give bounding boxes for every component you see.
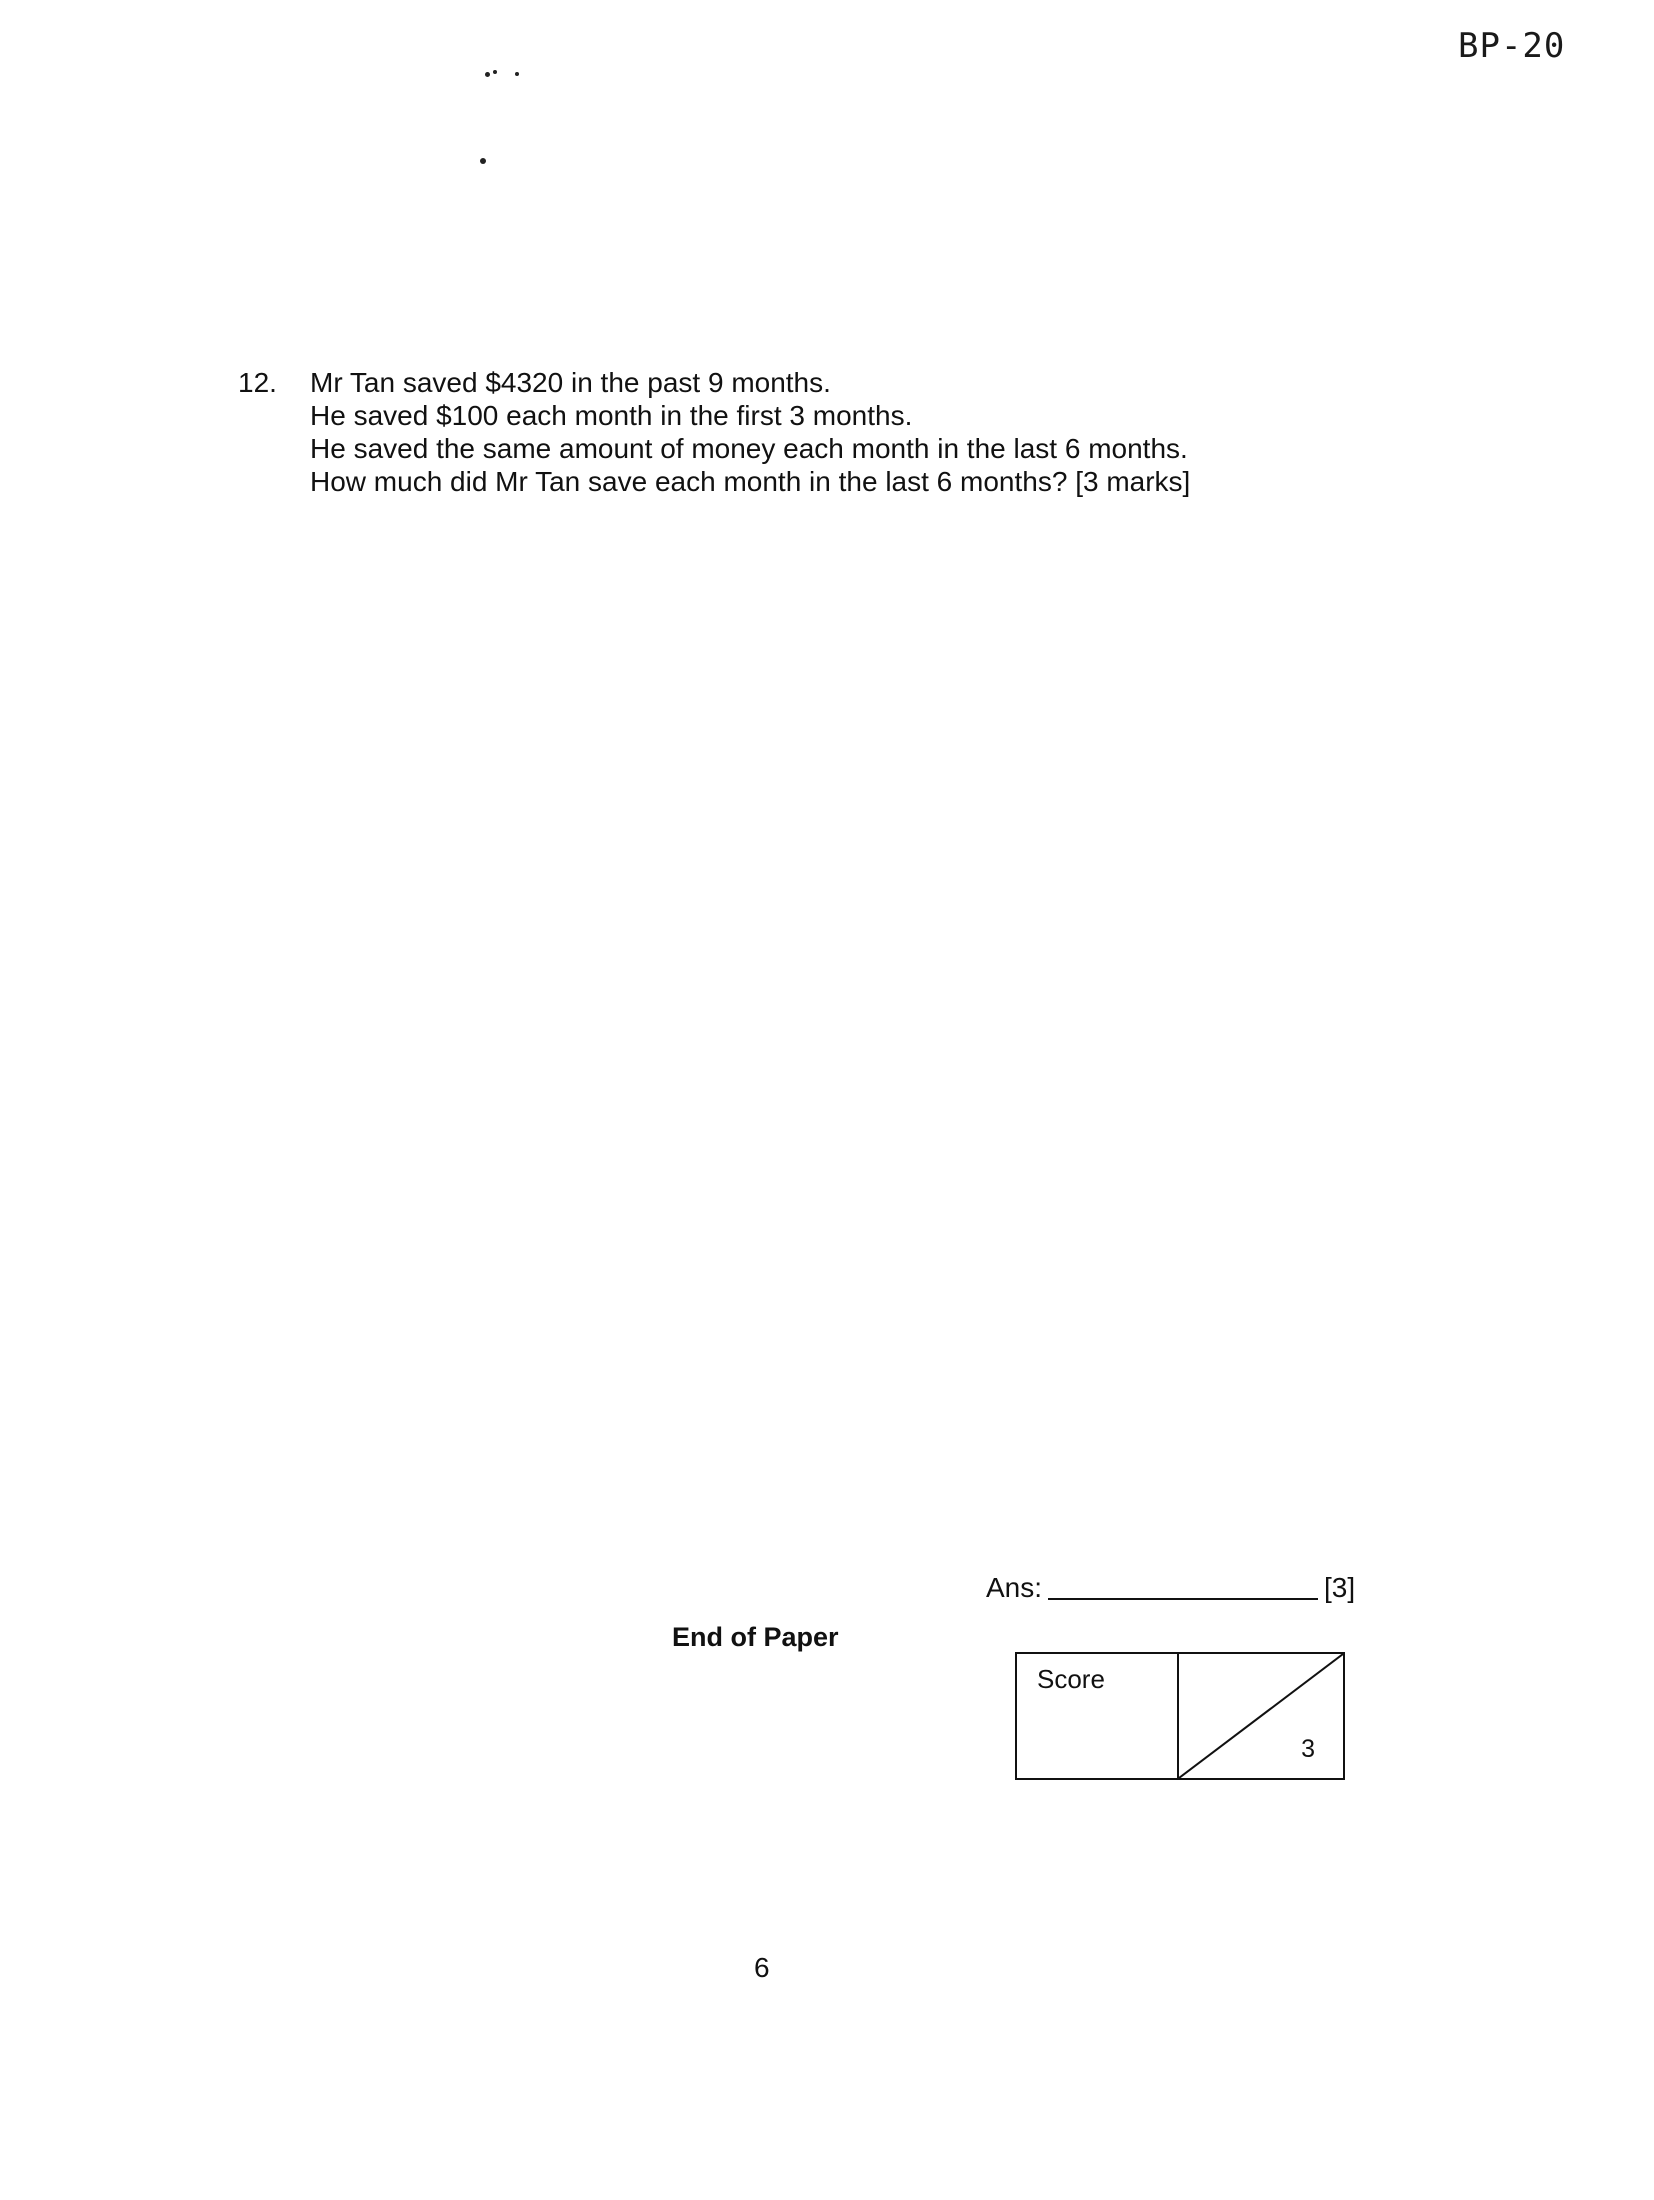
question-line: Mr Tan saved $4320 in the past 9 months. — [310, 367, 831, 398]
page-number: 6 — [754, 1952, 770, 1983]
question-number: 12. — [238, 367, 277, 398]
answer-label: Ans: — [986, 1572, 1043, 1603]
score-diagonal — [1179, 1654, 1343, 1778]
score-label: Score — [1037, 1664, 1105, 1694]
page-code: BP-20 — [1458, 26, 1566, 66]
scan-speck — [480, 158, 486, 164]
question-line: He saved the same amount of money each month in the last 6 months. — [310, 433, 1188, 464]
score-max: 3 — [1301, 1735, 1315, 1763]
answer-marks: [3] — [1324, 1572, 1356, 1603]
answer-row — [986, 1572, 1355, 1604]
question-line: He saved $100 each month in the first 3 months. — [310, 400, 913, 431]
score-value-cell[interactable] — [1179, 1654, 1343, 1778]
scan-speck — [493, 70, 497, 74]
score-box — [1015, 1652, 1345, 1780]
score-label-cell — [1017, 1654, 1179, 1778]
question-text — [310, 366, 1190, 498]
end-of-paper: End of Paper — [672, 1622, 839, 1652]
answer-blank[interactable] — [1048, 1572, 1318, 1600]
question-line: How much did Mr Tan save each month in the last 6 months? [3 marks] — [310, 466, 1191, 497]
scan-speck — [515, 72, 519, 76]
scan-speck — [485, 72, 490, 77]
